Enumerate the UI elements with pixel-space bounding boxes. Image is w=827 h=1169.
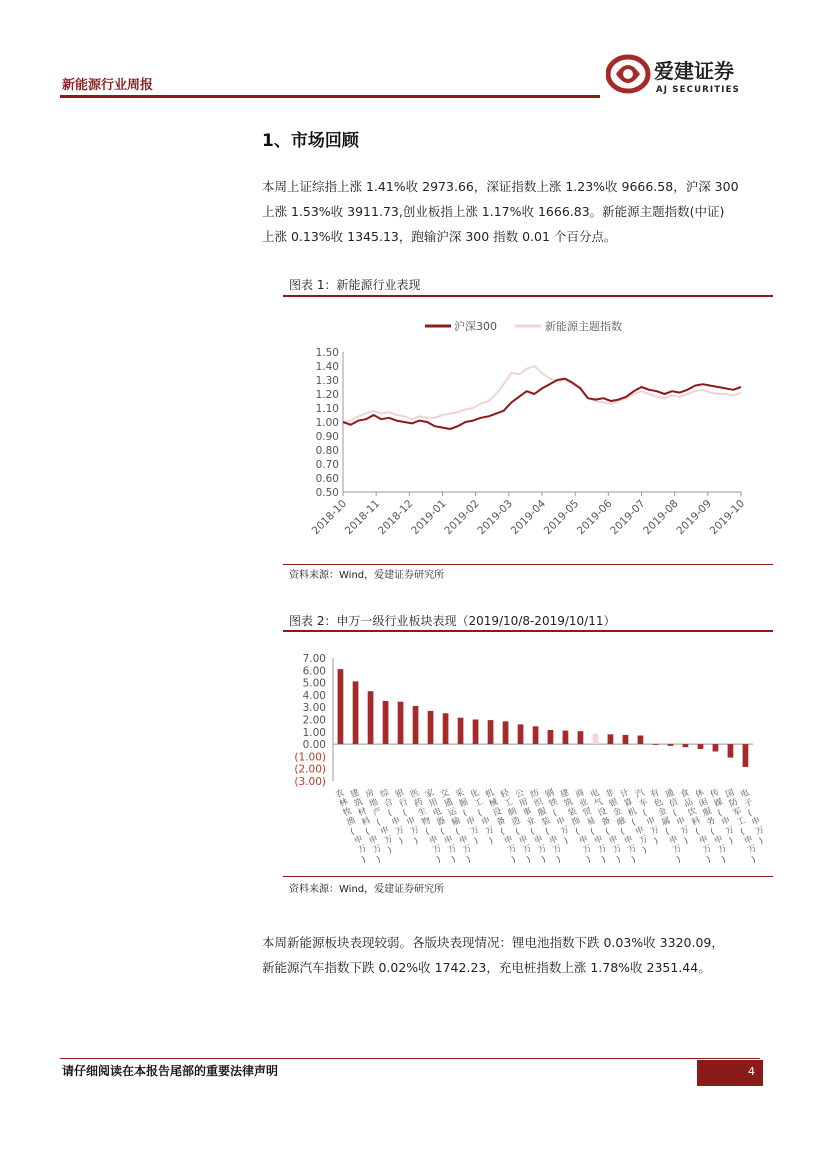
bar <box>398 702 404 744</box>
figure2-source-rule <box>283 876 773 877</box>
series-line-new-energy <box>343 366 741 422</box>
y-tick-label: 5.00 <box>302 677 326 690</box>
header-divider <box>60 95 600 98</box>
x-category-label: 休闲服务(申万) <box>694 787 729 866</box>
bar <box>563 731 569 745</box>
x-category-label: 化工(申万) <box>469 787 496 847</box>
report-header-title: 新能源行业周报 <box>62 78 154 93</box>
x-category-label: 汽车(申万) <box>634 787 661 847</box>
x-category-label: 有色金属(申万) <box>649 787 684 866</box>
x-tick-label: 2018-10 <box>309 497 350 538</box>
y-tick-label: 2.00 <box>302 714 326 727</box>
bar <box>368 691 374 744</box>
bar <box>653 744 659 745</box>
legend-label-hs300: 沪深300 <box>454 320 497 333</box>
y-tick-label: 0.70 <box>315 459 339 471</box>
x-category-label: 商业贸易(申万) <box>574 787 609 866</box>
series-line-hs300 <box>343 379 741 429</box>
x-tick-label: 2019-07 <box>608 497 648 538</box>
y-tick-label: 3.00 <box>302 702 326 715</box>
bar <box>518 724 524 744</box>
x-category-label: 房地产(申万) <box>364 787 395 856</box>
bar <box>743 744 749 767</box>
bar <box>548 730 554 744</box>
paragraph-line: 上涨 0.13%收 1345.13，跑输沪深 300 指数 0.01 个百分点。 <box>262 229 617 244</box>
figure1-caption-rule <box>283 295 773 297</box>
figure1-source-rule <box>283 564 773 565</box>
bar <box>593 734 599 745</box>
x-category-label: 钢铁(申万) <box>544 787 571 847</box>
bar <box>338 669 344 744</box>
section-title: 1、市场回顾 <box>262 131 359 151</box>
y-tick-label: 1.30 <box>315 375 339 387</box>
footer-disclaimer: 请仔细阅读在本报告尾部的重要法律声明 <box>62 1064 279 1078</box>
x-category-label: 机械设备(申万) <box>484 787 519 866</box>
x-category-label: 传媒(申万) <box>709 787 736 847</box>
paragraph-line: 本周新能源板块表现较弱。各版块表现情况：锂电池指数下跌 0.03%收 3320.09， <box>262 935 724 950</box>
x-category-label: 电子(申万) <box>739 787 766 847</box>
bar <box>698 744 704 749</box>
bar <box>623 735 629 744</box>
figure2-source: 资料来源：Wind，爱建证券研究所 <box>289 884 445 895</box>
logo-mark-icon <box>606 52 776 97</box>
sector-performance-paragraph <box>262 930 782 980</box>
y-tick-label: 7.00 <box>302 653 326 665</box>
paragraph-line: 新能源汽车指数下跌 0.02%收 1742.23，充电桩指数上涨 1.78%收 2351.44。 <box>262 960 711 975</box>
x-tick-label: 2018-12 <box>375 497 416 538</box>
y-tick-label: 0.80 <box>315 445 339 457</box>
y-tick-label: 1.00 <box>302 726 326 739</box>
x-category-label: 通信(申万) <box>664 787 691 847</box>
bar <box>383 701 389 744</box>
bar <box>488 720 494 744</box>
bar <box>503 721 509 744</box>
x-category-label: 医药生物(申万) <box>409 787 444 866</box>
y-tick-label: 0.60 <box>315 473 339 485</box>
x-tick-label: 2019-06 <box>574 497 615 538</box>
figure1-source: 资料来源：Wind，爱建证券研究所 <box>289 570 445 581</box>
legend-label-new-energy: 新能源主题指数 <box>545 320 622 333</box>
x-category-label: 家用电器(申万) <box>424 787 459 866</box>
x-category-label: 交通运输(申万) <box>439 787 474 866</box>
x-category-label: 食品饮料(申万) <box>679 787 714 866</box>
paragraph-line: 本周上证综指上涨 1.41%收 2973.66，深证指数上涨 1.23%收 9666.58，沪深 300 <box>262 179 739 194</box>
bar <box>458 718 464 744</box>
figure1-caption: 图表 1：新能源行业表现 <box>289 278 421 292</box>
bar <box>683 744 689 747</box>
x-tick-label: 2019-04 <box>508 497 549 538</box>
y-tick-label: 0.90 <box>315 431 339 443</box>
bar <box>443 713 449 744</box>
bar-chart <box>283 636 773 874</box>
x-category-label: 综合(申万) <box>379 787 406 847</box>
x-tick-label: 2019-09 <box>674 497 714 538</box>
paragraph-line: 上涨 1.53%收 3911.73,创业板指上涨 1.17%收 1666.83。新能源主题指数(中证) <box>262 204 725 219</box>
x-tick-label: 2019-02 <box>442 497 482 538</box>
y-tick-label: 6.00 <box>302 665 326 678</box>
x-category-label: 电气设备(申万) <box>589 787 624 866</box>
bar <box>638 736 644 745</box>
page-number: 4 <box>697 1060 763 1086</box>
y-tick-label: (3.00) <box>294 776 326 788</box>
y-tick-label: 0.50 <box>315 487 339 499</box>
y-tick-label: 1.20 <box>315 389 339 401</box>
footer-divider <box>60 1058 760 1059</box>
x-tick-label: 2019-03 <box>475 497 515 538</box>
x-category-label: 农林牧渔(申万) <box>334 787 369 866</box>
y-tick-label: 1.50 <box>315 347 339 359</box>
bar <box>713 744 719 751</box>
x-category-label: 纺织服装(申万) <box>529 787 564 866</box>
market-review-paragraph <box>262 174 782 249</box>
figure2-caption: 图表 2：申万一级行业板块表现（2019/10/8-2019/10/11） <box>289 614 616 628</box>
bar <box>578 731 584 744</box>
x-tick-label: 2019-01 <box>409 497 449 538</box>
y-tick-label: (1.00) <box>294 751 326 764</box>
logo-cn-text: 爱建证券 <box>654 59 734 83</box>
x-tick-label: 2018-11 <box>342 497 383 538</box>
x-tick-label: 2019-08 <box>641 497 681 538</box>
y-tick-label: 1.10 <box>315 403 339 415</box>
bar <box>428 711 434 744</box>
x-category-label: 非银金融(申万) <box>604 787 639 866</box>
y-tick-label: 1.00 <box>315 417 339 429</box>
bar <box>668 744 674 746</box>
x-category-label: 轻工制造(申万) <box>499 787 534 866</box>
company-logo <box>606 52 776 97</box>
x-category-label: 建筑材料(申万) <box>349 787 384 866</box>
bar <box>473 720 479 745</box>
bar <box>353 681 359 744</box>
x-category-label: 计算机(申万) <box>619 787 650 856</box>
y-tick-label: (2.00) <box>294 763 326 776</box>
y-tick-label: 1.40 <box>315 361 339 373</box>
bar <box>533 726 539 744</box>
y-tick-label: 4.00 <box>302 689 326 702</box>
x-tick-label: 2019-05 <box>541 497 582 538</box>
bar <box>728 744 734 758</box>
y-tick-label: 0.00 <box>302 739 326 752</box>
x-category-label: 银行(申万) <box>394 787 421 847</box>
figure2-caption-rule <box>283 630 773 632</box>
x-tick-label: 2019-10 <box>707 497 748 538</box>
x-category-label: 建筑装饰(申万) <box>559 787 594 866</box>
bar <box>608 734 614 744</box>
bar <box>413 706 419 744</box>
line-chart <box>283 300 773 560</box>
logo-en-text: AJ SECURITIES <box>656 85 740 95</box>
x-category-label: 国防军工(申万) <box>724 787 759 866</box>
line-chart-legend <box>425 319 622 333</box>
x-category-label: 采掘(申万) <box>454 787 481 847</box>
x-category-label: 公用事业(申万) <box>514 787 549 866</box>
